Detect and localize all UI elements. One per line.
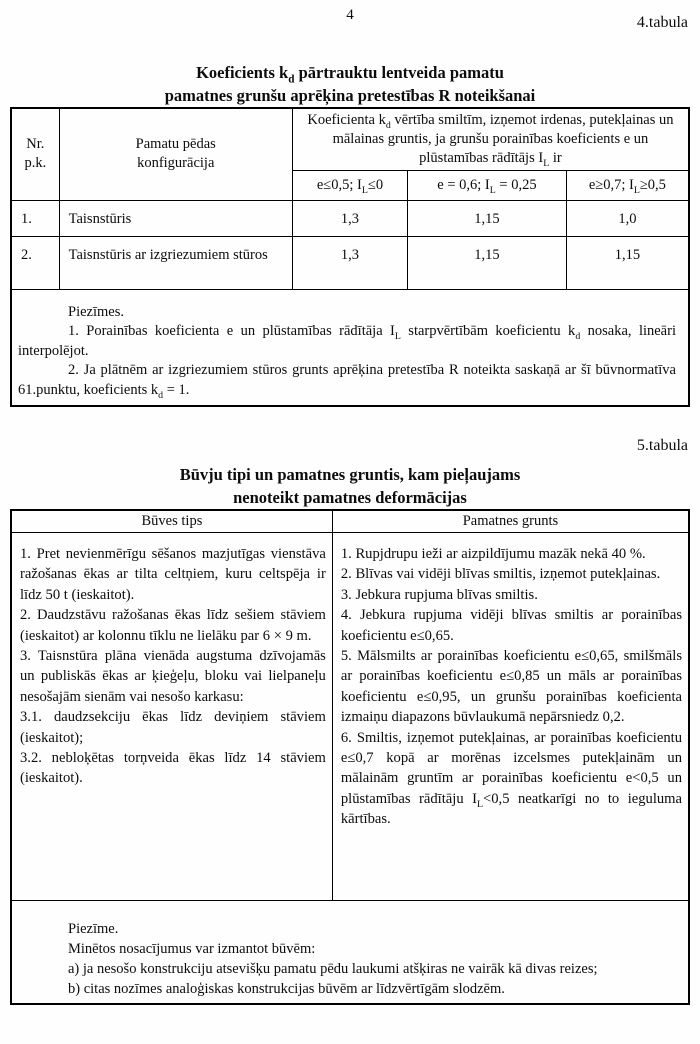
table4-note-item: 2. Ja plātnēm ar izgriezumiem stūros grunts aprēķina pretestība R noteikta saskaņā ar šī būvnormatīva 61.punktu, koeficients $k_d = 1$.: [18, 362, 676, 401]
row1-value-3: 1,0: [566, 200, 689, 236]
table4-notes-row: [11, 289, 689, 406]
table5-body-row: [11, 533, 689, 901]
foundation-soil-item: 3. Jebkura rupjuma blīvas smiltis.: [340, 586, 538, 603]
table5-notes: [11, 901, 689, 1005]
table4-subcol-2: e = 0,6; $I_L = 0,25$: [408, 170, 567, 200]
row2-config: Taisnstūris ar izgriezumiem stūros: [59, 236, 292, 289]
foundation-soil-item: 4. Jebkura rupjuma vidēji blīvas smiltis ar porainības koeficientu e≤0,65.: [340, 607, 682, 644]
row1-nr: 1.: [11, 200, 59, 236]
table5: [10, 509, 690, 1005]
table4-subcol-3: e≥0,7; $I_L\ge 0,5$: [566, 170, 689, 200]
table4-col-config: Pamatu pēdas konfigurācija: [59, 108, 292, 200]
table5-label: 5.tabula: [636, 437, 688, 454]
building-type-item: 3.1. daudzsekciju ēkas līdz deviņiem stāviem (ieskaitot);: [20, 709, 326, 746]
table5-title-line1: Būvju tipi un pamatnes gruntis, kam pieļaujams: [179, 465, 521, 484]
page-header: [0, 0, 700, 34]
table5-note-item: b) citas nozīmes analoģiskas konstrukcijas būvēm ar līdzvērtīgām slodzēm.: [68, 981, 505, 997]
table4-notes: [11, 289, 689, 406]
building-type-item: 1. Pret nevienmērīgu sēšanos mazjutīgas vienstāva ražošanas ēkas ar tilta celtņiem, kuru celtspēja ir līdz 50 t (ieskaitot).: [20, 546, 326, 603]
table5-notes-intro: Minētos nosacījumus var izmantot būvēm:: [68, 941, 316, 957]
table4-title-line2: pamatnes grunšu aprēķina pretestības R noteikšanai: [164, 86, 536, 105]
table4-col-nr: Nr. p.k.: [11, 108, 59, 200]
foundation-soil-item: 5. Mālsmilts ar porainības koeficientu e≤0,65, smilšmāls ar porainības koeficientu e≤0,85 un māls ar porainības koeficientu e≤0,95, un grunšu porainības koeficienta izmaiņu diapazons būvlaukumā nepārsniedz 0,2.: [340, 648, 682, 726]
table5-header-row: [11, 510, 689, 533]
building-type-item: 3.2. nebloķētas torņveida ēkas līdz 14 stāviem (ieskaitot).: [20, 750, 326, 787]
table4: [10, 107, 690, 407]
table4-row-1: [11, 200, 689, 236]
building-types-cell: [11, 533, 332, 901]
building-type-item: 2. Daudzstāvu ražošanas ēkas līdz sešiem stāviem (ieskaitot) ar kolonnu tīklu ne lielāku par 6 × 9 m.: [20, 607, 326, 644]
table5-title-line2: nenoteikt pamatnes deformācijas: [233, 488, 467, 507]
row2-nr: 2.: [11, 236, 59, 289]
table4-row-2: [11, 236, 689, 289]
row2-value-2: 1,15: [408, 236, 567, 289]
table5-notes-row: [11, 901, 689, 1005]
table5-notes-heading: Piezīme.: [68, 921, 119, 937]
table5-col-building-type: Būves tips: [11, 510, 332, 533]
table5-title: [0, 463, 700, 509]
table4-note-item: 1. Porainības koeficienta e un plūstamības rādītāja $I_L$ starpvērtībām koeficientu $k_d$ nosaka, lineāri interpolējot.: [18, 323, 676, 359]
table4-header-row1: [11, 108, 689, 170]
table4-subcol-1: e≤0,5; $I_L\le 0$: [292, 170, 407, 200]
foundation-soil-item: 2. Blīvas vai vidēji blīvas smiltis, izņemot putekļainas.: [340, 566, 661, 583]
row2-value-3: 1,15: [566, 236, 689, 289]
building-type-item: 3. Taisnstūra plāna vienāda augstuma dzīvojamās un publiskās ēkas ar ķieģeļu, bloku vai lielpaneļu nesošajām sienām vai nesošo karkasu:: [20, 648, 326, 705]
row2-value-1: 1,3: [292, 236, 407, 289]
table4-title-line1: Koeficients $k_d$ pārtrauktu lentveida pamatu: [196, 63, 504, 86]
foundation-soil-item: 1. Rupjdrupu ieži ar aizpildījumu mazāk nekā 40 %.: [340, 546, 646, 562]
table5-note-item: a) ja nesošo konstrukciju atsevišķu pamatu pēdu laukumi atšķiras ne vairāk kā divas reizes;: [68, 961, 598, 977]
row1-config: Taisnstūris: [59, 200, 292, 236]
row1-value-1: 1,3: [292, 200, 407, 236]
foundation-soil-item: 6. Smiltis, izņemot putekļainas, ar porainības koeficientu e≤0,7 kopā ar morēnas izcelsmes putekļainām un mālainām gruntīm ar porainības koeficientu e<0,5 un plūstamības rādītāju $I_L<0,5$ neatkarīgi no to ieguluma kārtības.: [340, 729, 682, 828]
table4-col-span: Koeficienta $k_d$ vērtība smiltīm, izņemot irdenas, putekļainas un mālainas gruntis, ja grunšu porainības koeficients e un plūstamības rādītājs $I_L$ ir: [292, 108, 689, 170]
table4-label: 4.tabula: [636, 14, 688, 31]
table4-title: [0, 61, 700, 107]
table4-notes-heading: Piezīmes.: [68, 303, 124, 320]
page-number: 4: [346, 7, 354, 23]
row1-value-2: 1,15: [408, 200, 567, 236]
foundation-soils-cell: [332, 533, 689, 901]
table5-col-foundation-soil: Pamatnes grunts: [332, 510, 689, 533]
